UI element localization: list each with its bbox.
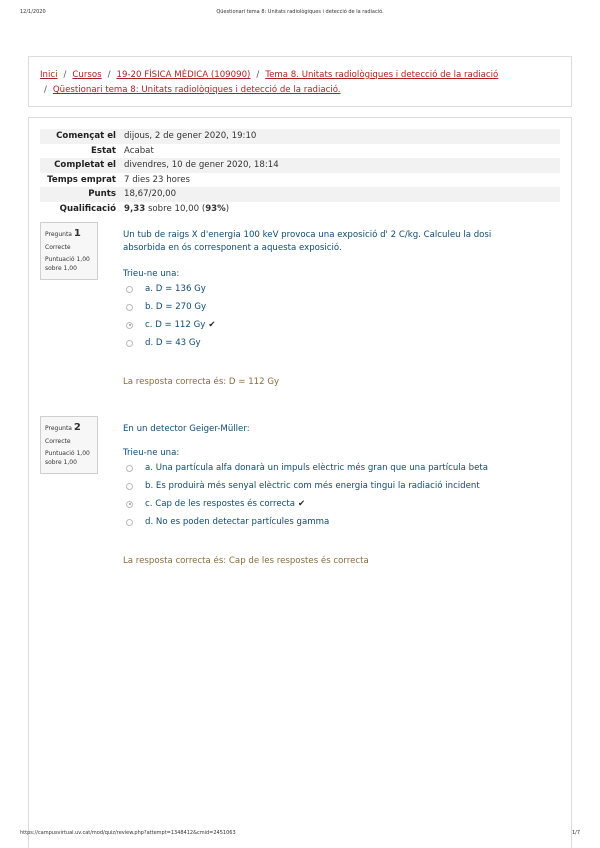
question-state: Correcte — [45, 438, 71, 445]
answer-option[interactable] — [126, 284, 206, 294]
breadcrumb-line-1 — [40, 70, 498, 80]
answer-label: b. Es produirà més senyal elèctric com més energia tingui la radiació incident — [145, 481, 480, 491]
summary-value — [122, 202, 560, 217]
breadcrumb-course-link[interactable]: 19-20 FÍSICA MÈDICA (109090) — [116, 70, 251, 80]
summary-row-marks — [40, 187, 560, 202]
summary-value: divendres, 10 de gener 2020, 18:14 — [124, 160, 279, 171]
radio-icon[interactable] — [126, 286, 133, 293]
answer-option-selected[interactable] — [126, 320, 215, 330]
breadcrumb-courses-link[interactable]: Cursos — [72, 70, 102, 80]
summary-value: Acabat — [124, 145, 154, 156]
question-label: Pregunta — [45, 425, 72, 432]
print-date: 12/1/2020 — [20, 9, 46, 15]
question-state: Correcte — [45, 244, 71, 251]
attempt-summary-table — [40, 129, 560, 216]
grade-line: sobre 1,00 — [45, 458, 77, 466]
question-info-2 — [40, 416, 98, 474]
summary-row-time-taken — [40, 173, 560, 188]
breadcrumb — [28, 56, 572, 107]
answer-prompt: Trieu-ne una: — [123, 269, 180, 279]
radio-icon[interactable] — [126, 322, 133, 329]
question-number-value: 2 — [73, 422, 81, 433]
breadcrumb-line-2 — [40, 85, 341, 95]
grade-text: sobre 10,00 ( — [145, 203, 206, 214]
breadcrumb-home-link[interactable]: Inici — [40, 70, 58, 80]
check-icon: ✔ — [208, 320, 216, 330]
grade-score: 9,33 — [124, 203, 146, 214]
answer-option[interactable] — [126, 481, 480, 491]
summary-label: Temps emprat — [47, 174, 116, 185]
radio-icon[interactable] — [126, 501, 133, 508]
breadcrumb-separator: / — [44, 85, 47, 95]
question-number — [45, 227, 93, 241]
right-answer-feedback: La resposta correcta és: D = 112 Gy — [123, 377, 280, 387]
question-grade — [45, 256, 93, 273]
answer-label: c. Cap de les respostes és correcta — [145, 499, 296, 509]
question-text-2: En un detector Geiger-Müller: — [123, 424, 250, 434]
answer-label: a. D = 136 Gy — [145, 284, 206, 294]
radio-icon[interactable] — [126, 304, 133, 311]
breadcrumb-topic-link[interactable]: Tema 8. Unitats radiològiques i detecció de la radiació — [265, 70, 499, 80]
grade-line: Puntuació 1,00 — [45, 256, 90, 264]
summary-label: Punts — [88, 189, 116, 200]
question-number — [45, 421, 93, 435]
answer-label: d. No es poden detectar partícules gamma — [145, 517, 330, 527]
print-footer — [0, 830, 600, 840]
summary-row-completed — [40, 158, 560, 173]
answer-label: d. D = 43 Gy — [145, 338, 201, 348]
summary-row-started — [40, 129, 560, 144]
radio-icon[interactable] — [126, 465, 133, 472]
grade-percent: 93% — [205, 203, 226, 214]
grade-text-end: ) — [225, 203, 230, 214]
print-page-number: 1/7 — [571, 830, 580, 836]
print-url: https://campusvirtual.uv.cat/mod/quiz/review.php?attempt=1348412&cmid=2451063 — [20, 830, 236, 836]
answer-option[interactable] — [126, 338, 201, 348]
radio-icon[interactable] — [126, 519, 133, 526]
answer-label: b. D = 270 Gy — [145, 302, 207, 312]
summary-value: 7 dies 23 hores — [124, 174, 191, 185]
breadcrumb-separator: / — [63, 70, 67, 80]
right-answer-feedback: La resposta correcta és: Cap de les respostes és correcta — [123, 556, 369, 566]
breadcrumb-separator: / — [256, 70, 260, 80]
summary-value: dijous, 2 de gener 2020, 19:10 — [124, 131, 257, 142]
answer-option[interactable] — [126, 517, 329, 527]
question-text-1: Un tub de raigs X d'energia 100 keV provoca una exposició d' 2 C/kg. Calculeu la dosi absorbida en ós corresponent a aquesta exposició. — [123, 230, 492, 253]
answer-option[interactable] — [126, 463, 488, 473]
answer-label: c. D = 112 Gy — [145, 320, 206, 330]
grade-line: sobre 1,00 — [45, 264, 77, 272]
radio-icon[interactable] — [126, 483, 133, 490]
summary-label: Qualificació — [59, 203, 116, 214]
summary-row-state — [40, 144, 560, 159]
answer-prompt: Trieu-ne una: — [123, 448, 180, 458]
summary-label: Estat — [90, 145, 116, 156]
summary-label: Començat el — [56, 131, 116, 142]
breadcrumb-quiz-link[interactable]: Qüestionari tema 8: Unitats radiològiques i detecció de la radiació. — [52, 85, 341, 95]
answer-label: a. Una partícula alfa donarà un impuls elèctric més gran que una partícula beta — [145, 463, 489, 473]
question-info-1 — [40, 222, 98, 280]
print-title: Qüestionari tema 8: Unitats radiològiques i detecció de la radiació. — [216, 9, 384, 15]
grade-line: Puntuació 1,00 — [45, 450, 90, 458]
summary-row-grade — [40, 202, 560, 217]
answer-option[interactable] — [126, 302, 206, 312]
check-icon: ✔ — [298, 499, 306, 509]
breadcrumb-separator: / — [107, 70, 111, 80]
question-label: Pregunta — [45, 231, 72, 238]
print-header — [0, 9, 600, 19]
question-grade — [45, 450, 93, 467]
answer-option-selected[interactable] — [126, 499, 305, 509]
radio-icon[interactable] — [126, 340, 133, 347]
summary-value: 18,67/20,00 — [124, 189, 177, 200]
question-number-value: 1 — [73, 228, 81, 239]
summary-label: Completat el — [54, 160, 116, 171]
